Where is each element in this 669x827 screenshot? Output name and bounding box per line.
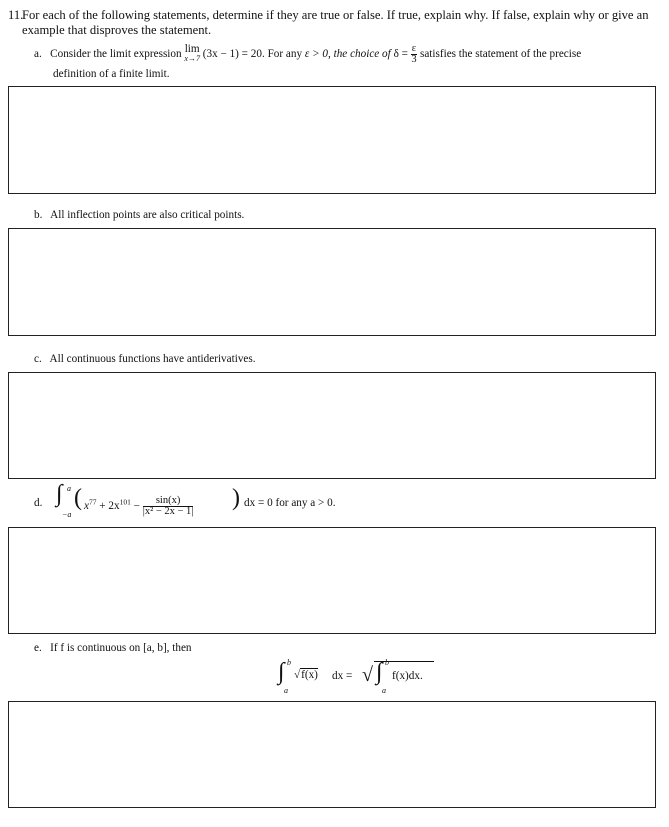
lhs-lower: a (284, 686, 288, 695)
part-e (34, 642, 192, 654)
question-11-instructions (8, 8, 662, 37)
minus-sign: − (133, 500, 140, 513)
lim-expression: (3x − 1) = 20. For any (202, 48, 303, 61)
answer-box-a[interactable] (8, 86, 656, 194)
delta-equals: δ = (393, 48, 408, 61)
left-paren: ( (74, 485, 82, 511)
sin-num: sin(x) (143, 496, 194, 507)
lhs-integrand: f(x) (301, 669, 318, 681)
part-a-label: a. (34, 48, 42, 61)
frac-num: ε (411, 43, 417, 54)
rhs-integrand: f(x)dx. (392, 670, 423, 682)
rhs-lower: a (382, 686, 386, 695)
part-a-text-after: satisfies the statement of the precise (419, 48, 582, 61)
part-e-text: If f is continuous on [a, b], then (50, 642, 192, 654)
answer-box-e[interactable] (8, 701, 656, 808)
sin-fraction (143, 496, 194, 517)
part-a-text: Consider the limit expression (50, 48, 182, 61)
part-b-text: All inflection points are also critical points. (50, 209, 245, 221)
part-b (34, 209, 244, 221)
lhs-upper: b (287, 658, 291, 667)
part-e-formula (278, 656, 478, 696)
part-a (34, 44, 581, 65)
part-c-text: All continuous functions have antiderivatives. (49, 353, 256, 365)
question-text: For each of the following statements, determine if they are true or false. If true, explain why. If false, explain why or give an example that disproves the statement. (22, 8, 649, 37)
right-paren: ) (232, 485, 240, 511)
part-c-label: c. (34, 353, 42, 365)
frac-den: 3 (411, 54, 417, 65)
rhs-sqrt-sign: √ (362, 664, 373, 686)
lhs-sqrt: √f(x) (294, 669, 318, 681)
pow-101: 101 (119, 497, 131, 507)
integral-sign: ∫ (56, 481, 63, 507)
part-a-line2: definition of a finite limit. (53, 68, 170, 80)
epsilon-over-3 (411, 44, 417, 65)
rhs-integral-sign: ∫ (376, 659, 383, 685)
epsilon-condition: ε > 0, the choice of (304, 48, 391, 61)
int-lower: −a (62, 510, 72, 519)
answer-box-b[interactable] (8, 228, 656, 336)
lim-word: lim (184, 43, 200, 55)
part-d-tail: dx = 0 for any a > 0. (244, 497, 336, 509)
plus-term: + 2x (99, 500, 120, 513)
lhs-integral-sign: ∫ (278, 659, 285, 685)
lim-subscript: x→7 (184, 54, 200, 63)
part-b-label: b. (34, 209, 43, 221)
rhs-sqrt-bar (374, 661, 434, 662)
part-c (34, 353, 256, 365)
part-e-label: e. (34, 642, 42, 654)
pow-77: 77 (88, 497, 97, 507)
lhs-dx: dx = (332, 670, 353, 682)
limit-operator (184, 44, 200, 63)
var-x: x (84, 500, 89, 513)
integrand (84, 496, 193, 517)
answer-box-c[interactable] (8, 372, 656, 479)
rhs-upper: b (385, 658, 389, 667)
sin-den: |x² − 2x − 1| (142, 506, 194, 517)
int-upper: a (67, 484, 71, 493)
part-d-label: d. (34, 497, 43, 509)
answer-box-d[interactable] (8, 527, 656, 634)
question-number: 11. (8, 8, 24, 22)
